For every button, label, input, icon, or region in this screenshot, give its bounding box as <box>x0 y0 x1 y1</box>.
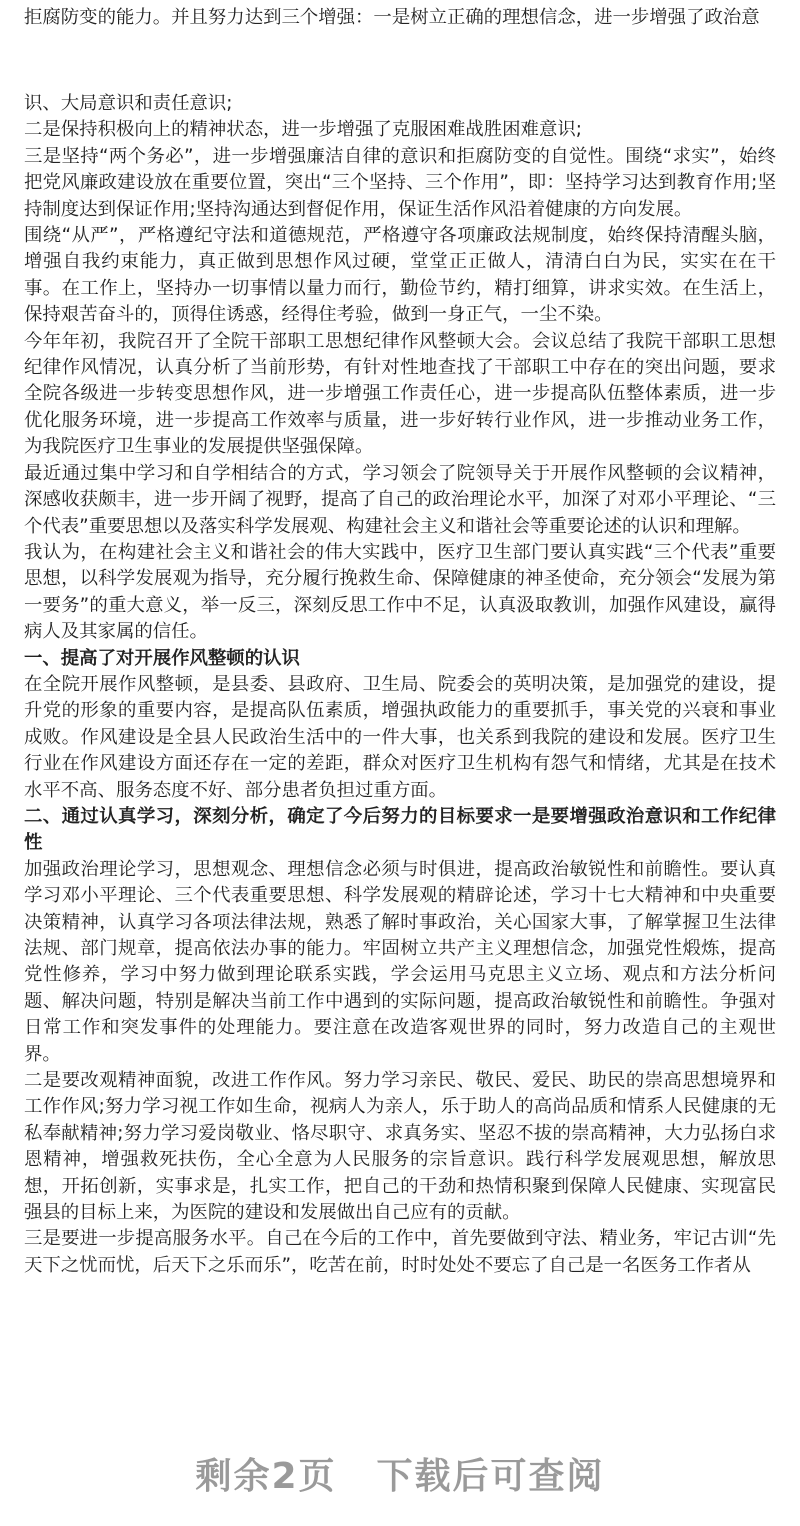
paragraph: 二是要改观精神面貌，改进工作作风。努力学习亲民、敬民、爱民、助民的崇高思想境界和工作作风;努力学习视工作如生命，视病人为亲人，乐于助人的高尚品质和情系人民健康的无私奉献精神;努力学习爱岗敬业、恪尽职守、求真务实、坚忍不拔的崇高精神，大力弘扬白求恩精神，增强救死扶伤，全心全意为人民服务的宗旨意识。践行科学发展观思想，解放思想，开拓创新，实事求是，扎实工作，把自己的干劲和热情积聚到保障人民健康、实现富民强县的目标上来，为医院的建设和发展做出自己应有的贡献。 <box>24 1070 776 1224</box>
section-heading: 二、通过认真学习，深刻分析，确定了今后努力的目标要求一是要增强政治意识和工作纪律性 <box>24 805 776 854</box>
paragraph: 二是保持积极向上的精神状态，进一步增强了克服困难战胜困难意识; <box>24 119 582 141</box>
document-body <box>24 91 776 1279</box>
paragraph: 在全院开展作风整顿，是县委、县政府、卫生局、院委会的英明决策，是加强党的建设，提升党的形象的重要内容，是提高队伍素质，增强执政能力的重要抓手，事关党的兴衰和事业成败。作风建设是全县人民政治生活中的一件大事，也关系到我院的建设和发展。医疗卫生行业在作风建设方面还存在一定的差距，群众对医疗卫生机构有怨气和情绪，尤其是在技术水平不高、服务态度不好、部分患者负担过重方面。 <box>24 673 776 801</box>
document-top-fragment <box>24 5 776 31</box>
paragraph: 今年年初，我院召开了全院干部职工思想纪律作风整顿大会。会议总结了我院干部职工思想纪律作风情况，认真分析了当前形势，有针对性地查找了干部职工中存在的突出问题，要求全院各级进一步转变思想作风，进一步增强工作责任心，进一步提高队伍整体素质，进一步优化服务环境，进一步提高工作效率与质量，进一步好转行业作风，进一步推动业务工作，为我院医疗卫生事业的发展提供坚强保障。 <box>24 330 776 458</box>
section-heading: 一、提高了对开展作风整顿的认识 <box>24 647 300 669</box>
paragraph: 三是坚持“两个务必”，进一步增强廉洁自律的意识和拒腐防变的自觉性。围绕“求实”，始终把党风廉政建设放在重要位置，突出“三个坚持、三个作用”，即：坚持学习达到教育作用;坚持制度达到保证作用;坚持沟通达到督促作用，保证生活作风沿着健康的方向发展。 <box>24 145 776 220</box>
paragraph: 我认为，在构建社会主义和谐社会的伟大实践中，医疗卫生部门要认真实践“三个代表”重要思想，以科学发展观为指导，充分履行挽救生命、保障健康的神圣使命，充分领会“发展为第一要务”的重大意义，举一反三，深刻反思工作中不足，认真汲取教训，加强作风建设，赢得病人及其家属的信任。 <box>24 541 776 643</box>
paragraph: 识、大局意识和责任意识; <box>24 93 233 114</box>
paragraph-fragment: 拒腐防变的能力。并且努力达到三个增强：一是树立正确的理想信念，进一步增强了政治意 <box>24 7 760 28</box>
paragraph: 最近通过集中学习和自学相结合的方式，学习领会了院领导关于开展作风整顿的会议精神，深感收获颇丰，进一步开阔了视野，提高了自己的政治理论水平，加深了对邓小平理论、“三个代表”重要思想以及落实科学发展观、构建社会主义和谐社会等重要论述的认识和理解。 <box>24 462 776 537</box>
remaining-pages-banner[interactable] <box>0 1448 800 1499</box>
paragraph: 围绕“从严”，严格遵纪守法和道德规范，严格遵守各项廉政法规制度，始终保持清醒头脑，增强自我约束能力，真正做到思想作风过硬，堂堂正正做人，清清白白为民，实实在在干事。在工作上，坚持办一切事情以量力而行，勤俭节约，精打细算，讲求实效。在生活上，保持艰苦奋斗的，顶得住诱惑，经得住考验，做到一身正气，一尘不染。 <box>24 225 776 326</box>
remaining-pages-label: 剩余2页 <box>195 1456 337 1497</box>
paragraph: 三是要进一步提高服务水平。自己在今后的工作中，首先要做到守法、精业务，牢记古训“先天下之忧而忧，后天下之乐而乐”，吃苦在前，时时处处不要忘了自己是一名医务工作者从 <box>24 1228 776 1276</box>
download-to-view-label[interactable]: 下载后可查阅 <box>376 1456 605 1497</box>
paragraph: 加强政治理论学习，思想观念、理想信念必须与时俱进，提高政治敏锐性和前瞻性。要认真学习邓小平理论、三个代表重要思想、科学发展观的精辟论述，学习十七大精神和中央重要决策精神，认真学习各项法律法规，熟悉了解时事政治，关心国家大事，了解掌握卫生法律法规、部门规章，提高依法办事的能力。牢固树立共产主义理想信念，加强党性煅炼，提高党性修养，学习中努力做到理论联系实践，学会运用马克思主义立场、观点和方法分析问题、解决问题，特别是解决当前工作中遇到的实际问题，提高政治敏锐性和前瞻性。争强对日常工作和突发事件的处理能力。要注意在改造客观世界的同时，努力改造自己的主观世界。 <box>24 858 776 1065</box>
